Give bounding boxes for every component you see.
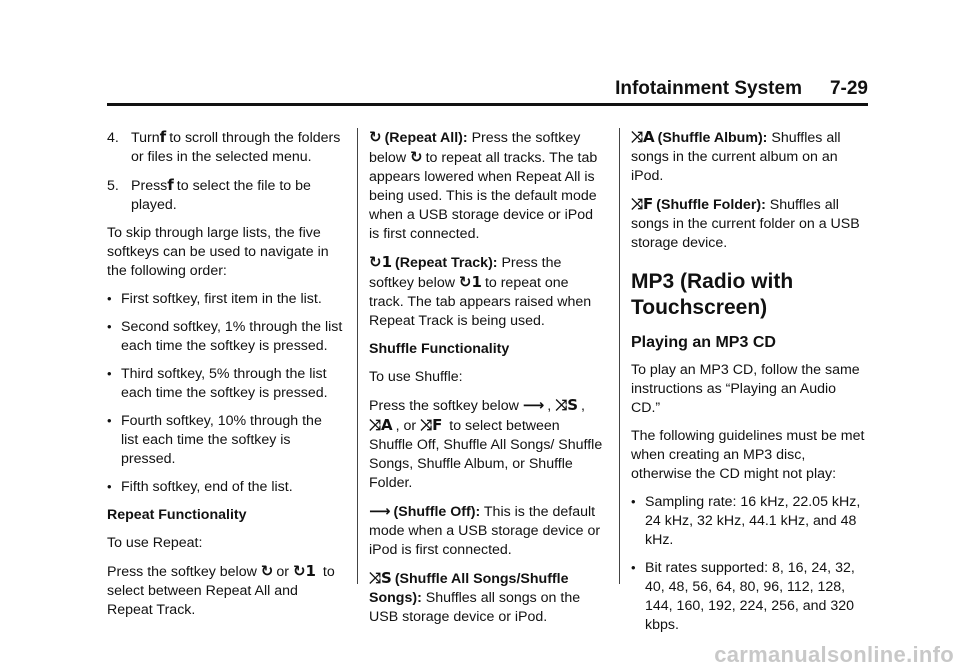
step-5: 5. Pressf to select the file to be played. — [107, 176, 311, 213]
shuffle-all-desc: ⤨S (Shuffle All Songs/Shuffle Songs): Shuffles all songs on the USB storage device or iPod. — [369, 569, 581, 625]
repeat-track-desc: ↻1 (Repeat Track): Press the softkey below ↻1 to repeat one track. The tab appears raised when Repeat Track is being used. — [369, 253, 592, 329]
column-3 — [631, 128, 869, 644]
list-item: • Second softkey, 1% through the list each time the softkey is pressed. — [107, 318, 343, 356]
shuffle-songs-icon: ⤨S — [369, 569, 392, 587]
list-item: • Bit rates supported: 8, 16, 24, 32, 40, 48, 56, 64, 80, 96, 112, 128, 144, 160, 192, 224, 256, and 320 kbps. — [631, 559, 869, 635]
repeat-to-use: To use Repeat: — [107, 535, 203, 551]
shuffle-album-icon: ⤨A — [369, 416, 393, 434]
repeat-all-desc: ↻ (Repeat All): Press the softkey below ↻ to repeat all tracks. The tab appears lowered when Repeat All is being used. This is the default mode when a USB storage device or iPod is first connected. — [369, 128, 598, 242]
repeat-all-icon: ↻ — [369, 128, 382, 146]
column-divider-1 — [357, 128, 358, 584]
list-item: • First softkey, first item in the list. — [107, 290, 343, 309]
repeat-track-icon: ↻1 — [369, 253, 393, 271]
column-divider-2 — [619, 128, 620, 584]
header-rule — [107, 103, 868, 106]
shuffle-album-desc: ⤨A (Shuffle Album): Shuffles all songs in the current album on an iPod. — [631, 128, 841, 184]
shuffle-heading: Shuffle Functionality — [369, 341, 510, 357]
tune-knob-icon: f — [167, 176, 174, 194]
repeat-track-icon: ↻1 — [458, 273, 482, 291]
page-number: 7-29 — [829, 78, 868, 99]
repeat-instructions: Press the softkey below ↻ or ↻1 to select between Repeat All and Repeat Track. — [107, 562, 335, 618]
column-1 — [107, 128, 343, 629]
list-item: • Fourth softkey, 10% through the list each time the softkey is pressed. — [107, 412, 343, 469]
list-item: • Fifth softkey, end of the list. — [107, 478, 343, 497]
mp3-guidelines: The following guidelines must be met when creating an MP3 disc, otherwise the CD might not play: — [631, 428, 865, 482]
shuffle-off-icon: ⟶ — [369, 502, 391, 520]
page-header — [0, 78, 868, 100]
repeat-track-icon: ↻1 — [292, 562, 316, 580]
shuffle-songs-icon: ⤨S — [555, 396, 578, 414]
shuffle-off-desc: ⟶ (Shuffle Off): This is the default mode when a USB storage device or iPod is first connected. — [369, 502, 601, 558]
mp3-guideline-list — [631, 493, 869, 635]
skip-intro: To skip through large lists, the five softkeys can be used to navigate in the following order: — [107, 225, 329, 279]
mp3-intro: To play an MP3 CD, follow the same instructions as “Playing an Audio CD.” — [631, 362, 860, 416]
section-heading: MP3 (Radio with Touchscreen) — [631, 270, 794, 319]
shuffle-folder-icon: ⤨F — [420, 416, 443, 434]
shuffle-folder-icon: ⤨F — [631, 195, 654, 213]
shuffle-album-icon: ⤨A — [631, 128, 655, 146]
shuffle-off-icon: ⟶ — [522, 396, 545, 414]
step-4: 4. Turnf to scroll through the folders or files in the selected menu. — [107, 128, 341, 165]
watermark: carmanualsonline.info — [714, 642, 954, 667]
shuffle-to-use: To use Shuffle: — [369, 369, 463, 385]
section-title: Infotainment System — [615, 78, 802, 99]
tune-knob-icon: f — [159, 128, 167, 146]
list-item: • Third softkey, 5% through the list each time the softkey is pressed. — [107, 365, 343, 403]
shuffle-instructions: Press the softkey below ⟶ , ⤨S , ⤨A , or ⤨F to select between Shuffle Off, Shuffle All Songs/ Shuffle Songs, Shuffle Album, or Shuffle Folder. — [369, 396, 603, 491]
subsection-heading: Playing an MP3 CD — [631, 334, 776, 351]
repeat-heading: Repeat Functionality — [107, 507, 247, 523]
repeat-all-icon: ↻ — [410, 148, 423, 166]
repeat-all-icon: ↻ — [260, 562, 274, 580]
column-2 — [369, 128, 605, 636]
shuffle-folder-desc: ⤨F (Shuffle Folder): Shuffles all songs in the current folder on a USB storage device. — [631, 195, 860, 251]
softkey-list — [107, 290, 343, 497]
list-item: • Sampling rate: 16 kHz, 22.05 kHz, 24 kHz, 32 kHz, 44.1 kHz, and 48 kHz. — [631, 493, 869, 550]
